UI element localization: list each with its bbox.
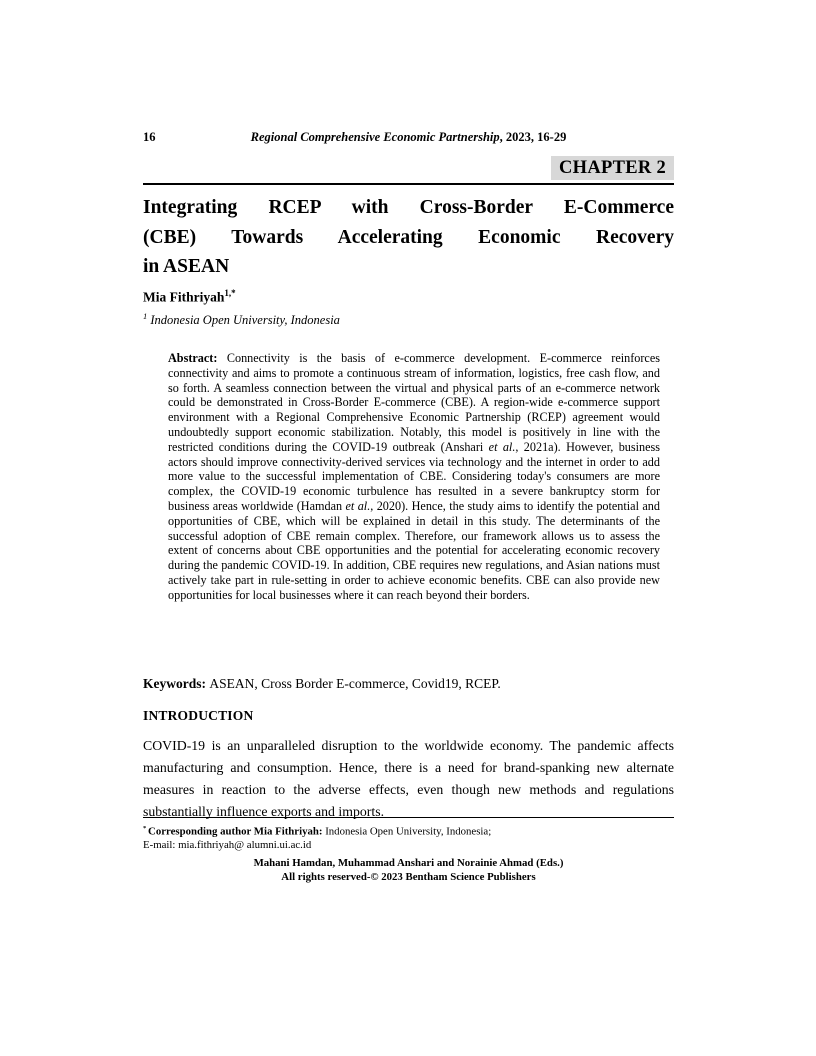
footnote-block <box>143 817 674 853</box>
abstract-paragraph: Abstract: Connectivity is the basis of e-commerce development. E-commerce reinforces connectivity and aims to promote a continuous stream of information, logistics, free cash flow, and so forth. A seamless connection between the virtual and physical parts of an e-commerce network could be demonstrated in Cross-Border E-commerce (CBE). A region-wide e-commerce support environment with a Regional Comprehensive Economic Partnership (RCEP) agreement would undoubtedly support economic stabilization. Notably, this model is positively in line with the restricted conditions during the COVID-19 outbreak (Anshari et al., 2021a). However, business actors should improve connectivity-derived services via technology and the internet in order to add more value to the successful implementation of CBE. Considering today's consumers are more complex, the COVID-19 economic turbulence has resulted in a severe bankruptcy storm for business areas worldwide (Hamdan et al., 2020). Hence, the study aims to identify the potential and opportunities of CBE, which will be explained in detail in this study. The determinants of the successful adoption of CBE remain complex. Therefore, our framework allows us to assess the extent of concerns about CBE opportunities and the potential for accelerating economic recovery during the pandemic COVID-19. In addition, CBE requires new regulations, and Asian nations must actively take part in rule-setting in order to achieve economic benefits. CBE can also provide new opportunities for local businesses where it can reach beyond their borders. <box>168 351 661 602</box>
body-paragraph: COVID-19 is an unparalleled disruption to the worldwide economy. The pandemic affects manufacturing and consumption. Hence, there is a need for brand-spanking new alternate measures in reaction to the adverse effects, even though new methods and regulations substantially influence exports and imports. <box>143 738 674 819</box>
page-number: 16 <box>143 130 156 144</box>
editors-line: Mahani Hamdan, Muhammad Anshari and Norainie Ahmad (Eds.) <box>253 857 564 869</box>
author-name: Mia Fithriyah <box>143 289 225 305</box>
title-line: (CBE) Towards Accelerating Economic Recovery <box>143 226 674 248</box>
journal-header <box>203 130 614 145</box>
section-heading-introduction: INTRODUCTION <box>143 708 254 723</box>
affiliation-superscript: 1 <box>143 311 148 321</box>
journal-issue: , 2023, 16-29 <box>499 130 567 144</box>
corresponding-author-note: * Corresponding author Mia Fithriyah: Indonesia Open University, Indonesia; <box>143 825 492 838</box>
chapter-banner <box>143 156 674 185</box>
title-line: in ASEAN <box>143 256 230 277</box>
author-superscript: 1,* <box>224 288 236 298</box>
keywords-line: Keywords: ASEAN, Cross Border E-commerce, Covid19, RCEP. <box>143 676 501 691</box>
email-line: E-mail: mia.fithriyah@ alumni.ui.ac.id <box>143 839 312 852</box>
title-line: Integrating RCEP with Cross-Border E-Commerce <box>143 197 674 218</box>
journal-title: Regional Comprehensive Economic Partnership <box>250 130 500 144</box>
chapter-label: CHAPTER 2 <box>551 156 674 180</box>
affiliation-line <box>143 311 674 328</box>
author-line <box>143 288 674 306</box>
running-header <box>143 130 674 145</box>
article-title <box>143 193 674 282</box>
publisher-block <box>143 857 674 884</box>
rights-line: All rights reserved-© 2023 Bentham Science Publishers <box>281 870 536 883</box>
affiliation-text: Indonesia Open University, Indonesia <box>147 313 340 328</box>
